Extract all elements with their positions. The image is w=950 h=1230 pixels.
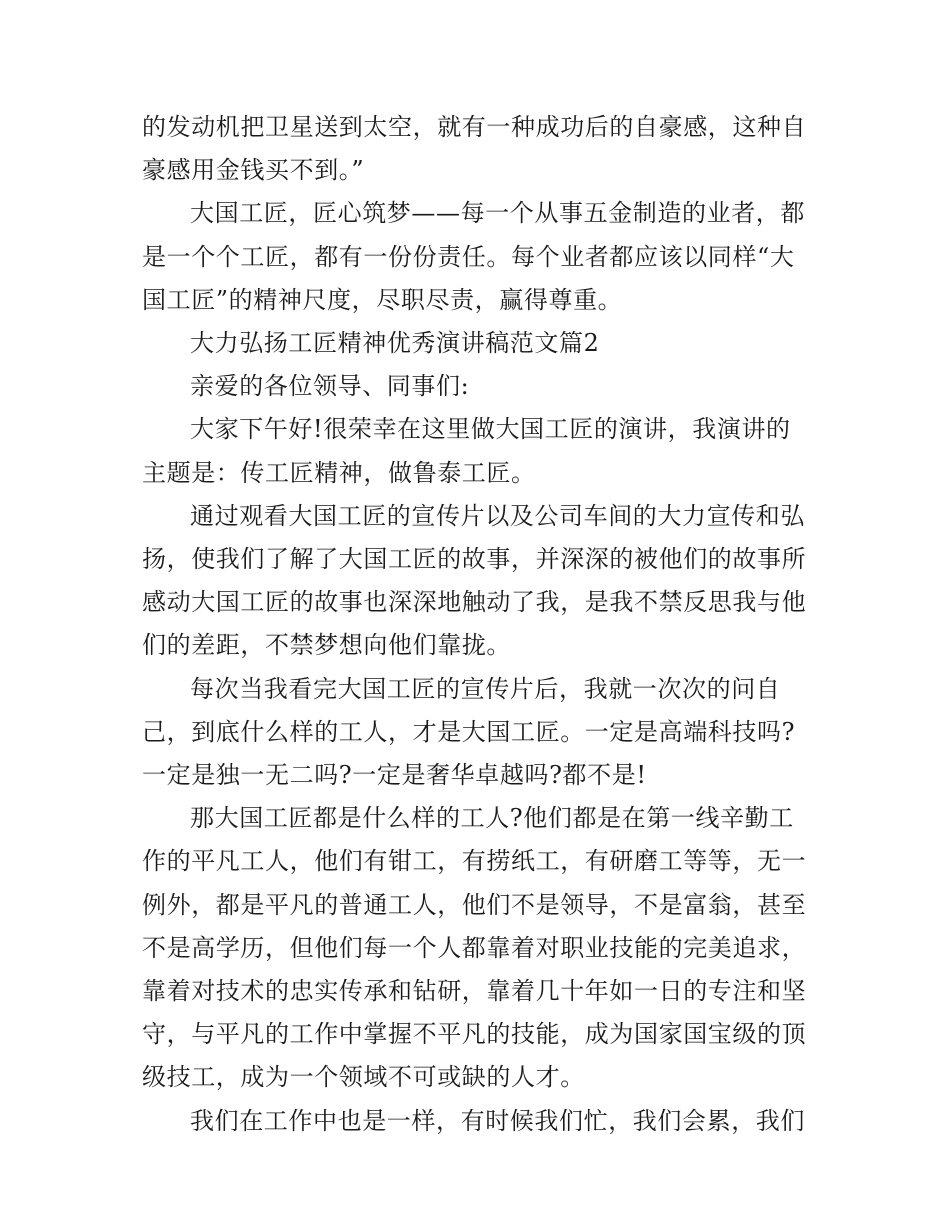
- text-line: 不是高学历，但他们每一个人都靠着对职业技能的完美追求，: [142, 933, 807, 962]
- paragraph-start: 每次当我看完大国工匠的宣传片后，我就一次次的问自: [190, 674, 781, 703]
- text-line: 豪感用金钱买不到。”: [142, 156, 365, 185]
- paragraph-start: 大家下午好!很荣幸在这里做大国工匠的演讲，我演讲的: [190, 415, 791, 444]
- text-line: 一定是独一无二吗?一定是奢华卓越吗?都不是!: [142, 761, 647, 790]
- text-line: 级技工，成为一个领域不可或缺的人才。: [142, 1063, 585, 1092]
- text-line: 作的平凡工人，他们有钳工，有捞纸工，有研磨工等等，无一: [142, 847, 807, 876]
- salutation: 亲爱的各位领导、同事们:: [190, 372, 470, 401]
- paragraph-start: 通过观看大国工匠的宣传片以及公司车间的大力宣传和弘: [190, 501, 805, 530]
- document-body: [142, 106, 812, 1143]
- text-line: 例外，都是平凡的普通工人，他们不是领导，不是富翁，甚至: [142, 890, 807, 919]
- text-line: 扬，使我们了解了大国工匠的故事，并深深的被他们的故事所: [142, 545, 807, 574]
- text-line: 靠着对技术的忠实传承和钻研，靠着几十年如一日的专注和坚: [142, 977, 807, 1006]
- paragraph-start: 大国工匠，匠心筑梦——每一个从事五金制造的业者，都: [190, 199, 805, 228]
- text-line: 守，与平凡的工作中掌握不平凡的技能，成为国家国宝级的顶: [142, 1020, 807, 1049]
- text-line: 的发动机把卫星送到太空，就有一种成功后的自豪感，这种自: [142, 113, 807, 141]
- text-line: 们的差距，不禁梦想向他们靠拢。: [142, 631, 511, 660]
- text-line: 是一个个工匠，都有一份份责任。每个业者都应该以同样“大: [142, 242, 795, 271]
- text-line: 国工匠”的精神尺度，尽职尽责，赢得尊重。: [142, 285, 623, 314]
- paragraph-start: 我们在工作中也是一样，有时候我们忙，我们会累，我们: [190, 1106, 805, 1135]
- text-line: 主题是：传工匠精神，做鲁泰工匠。: [142, 458, 536, 487]
- text-line: 感动大国工匠的故事也深深地触动了我，是我不禁反思我与他: [142, 588, 807, 617]
- paragraph-start: 那大国工匠都是什么样的工人?他们都是在第一线辛勤工: [190, 804, 794, 833]
- text-line: 己，到底什么样的工人，才是大国工匠。一定是高端科技吗?: [142, 717, 796, 746]
- section-heading: 大力弘扬工匠精神优秀演讲稿范文篇2: [190, 329, 600, 358]
